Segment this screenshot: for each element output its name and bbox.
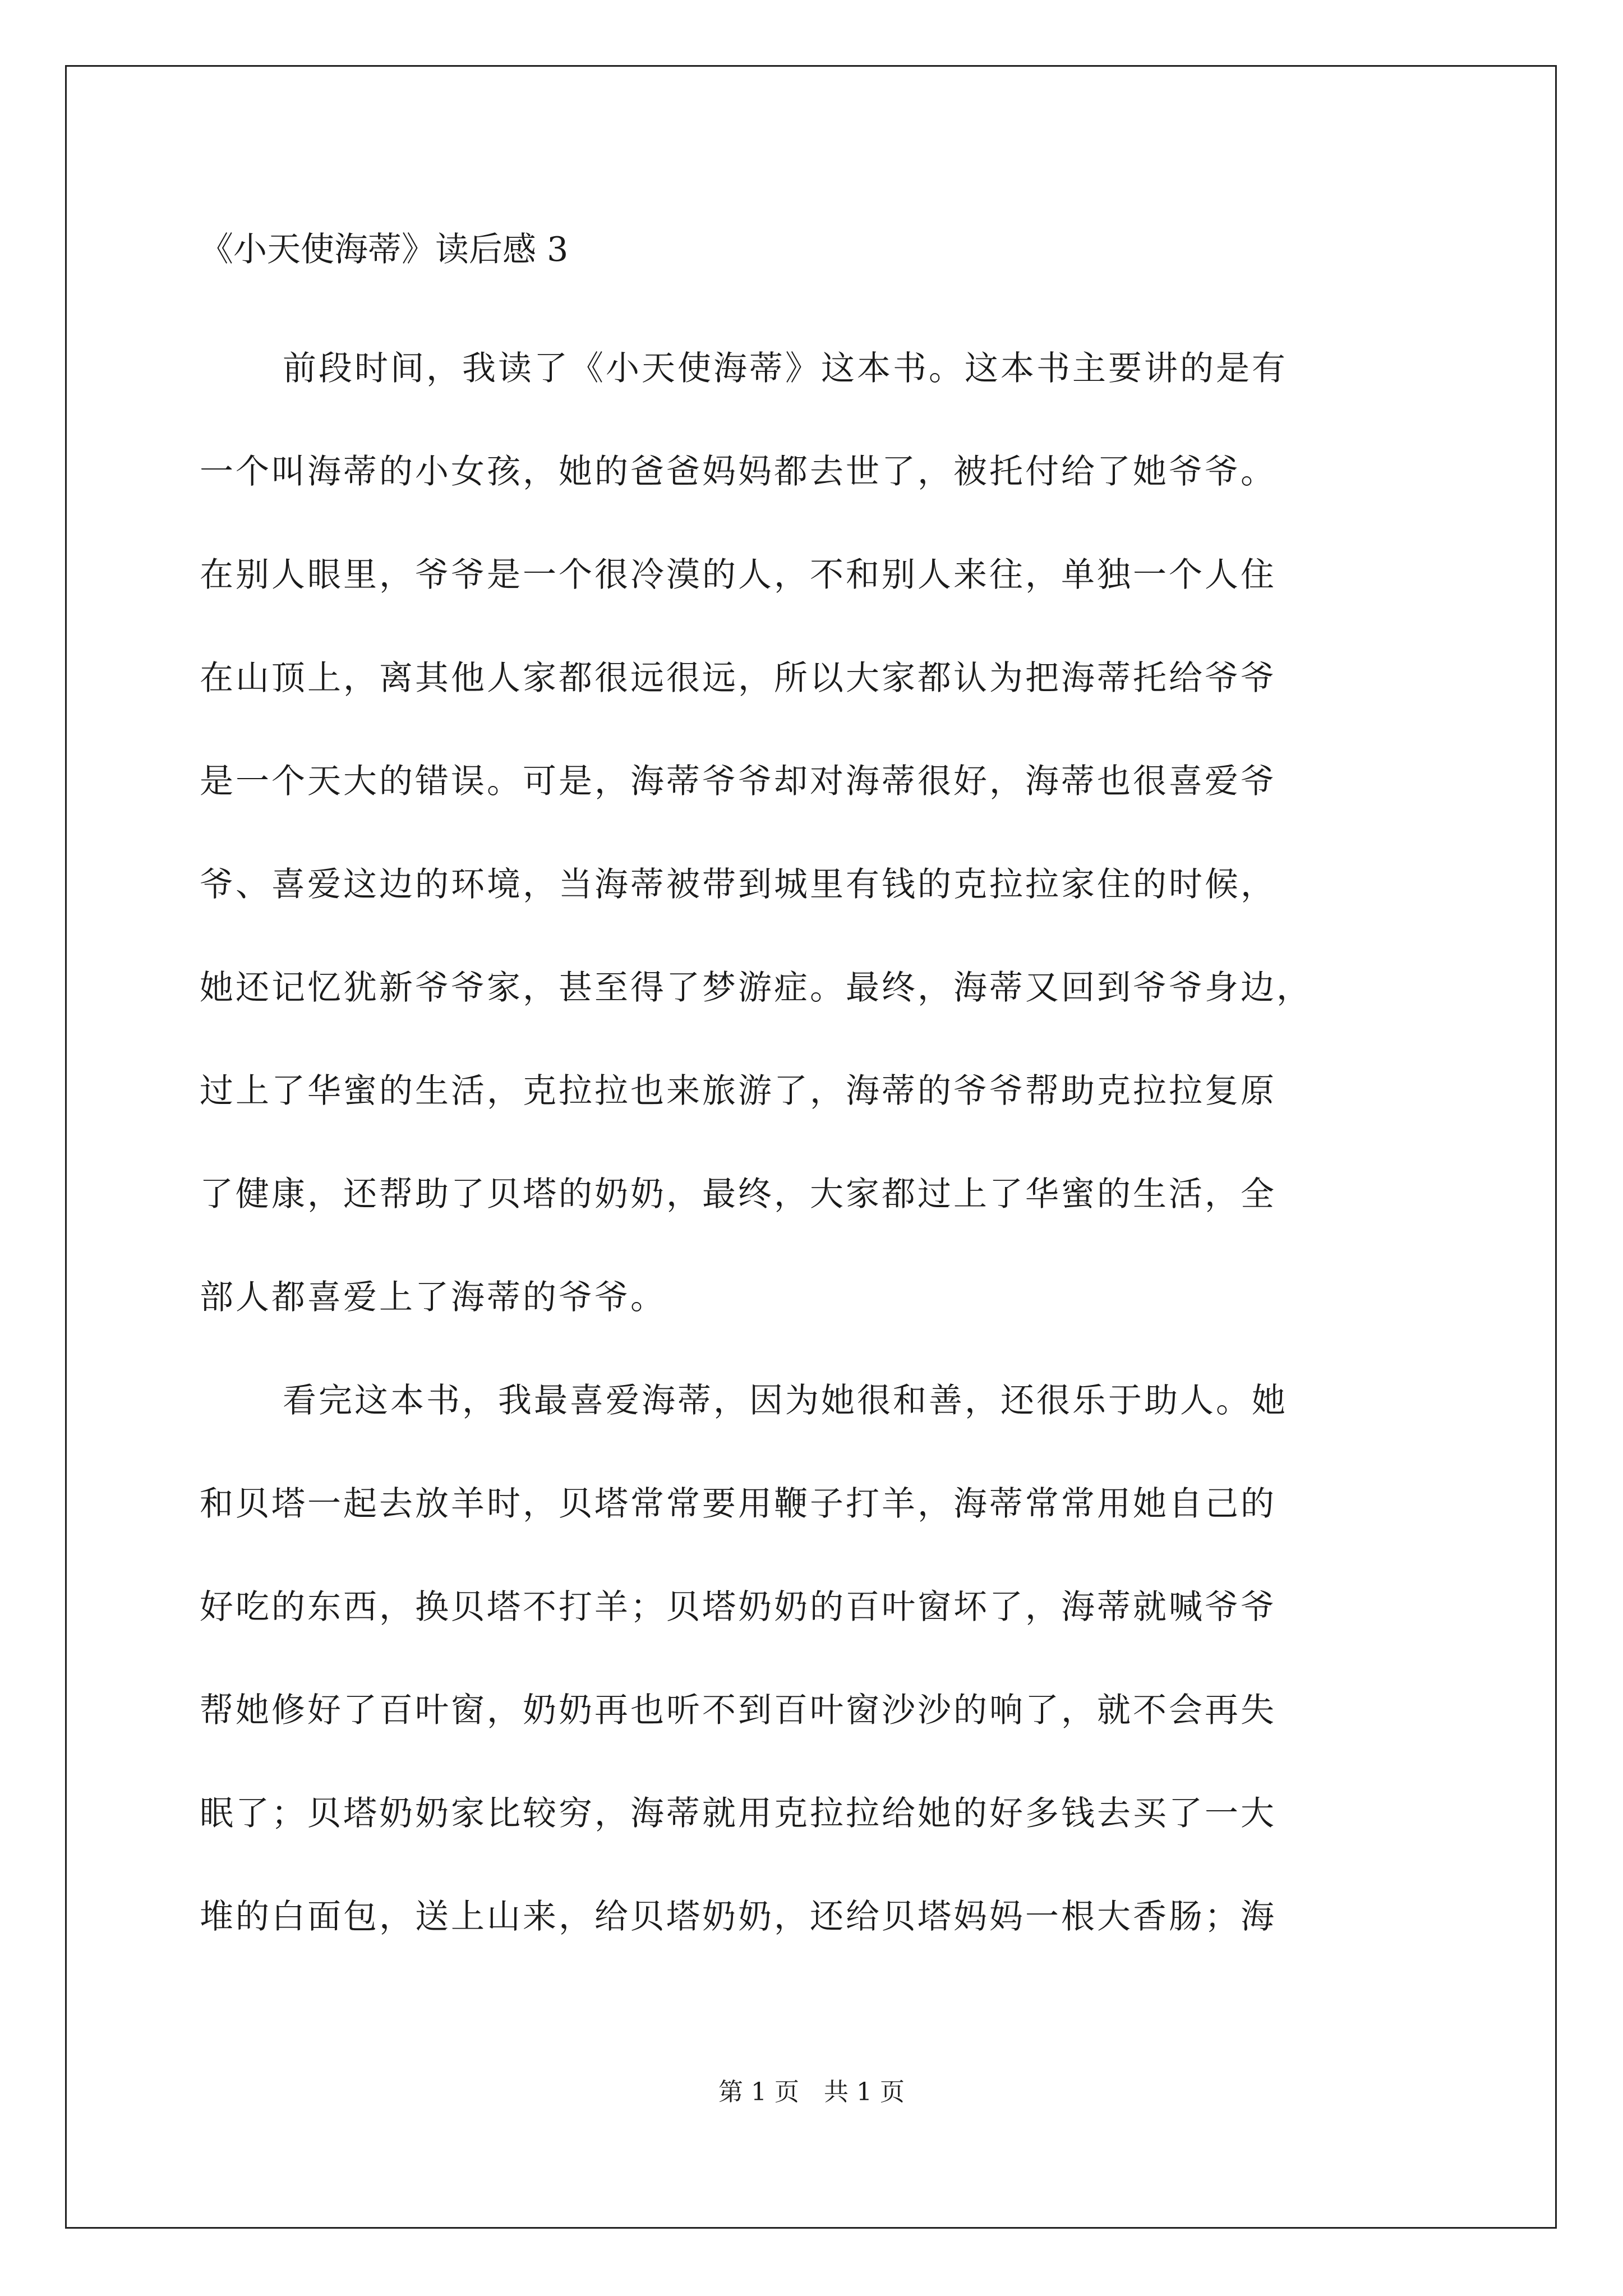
text-line: 堆的白面包，送上山来，给贝塔奶奶，还给贝塔妈妈一根大香肠；海 xyxy=(200,1897,1276,1936)
text-line: 看完这本书，我最喜爱海蒂，因为她很和善，还很乐于助人。她 xyxy=(283,1381,1288,1420)
text-line: 在别人眼里，爷爷是一个很冷漠的人，不和别人来往，单独一个人住 xyxy=(200,555,1276,595)
text-line: 眠了；贝塔奶奶家比较穷，海蒂就用克拉拉给她的好多钱去买了一大 xyxy=(200,1794,1276,1833)
text-line: 爷、喜爱这边的环境，当海蒂被带到城里有钱的克拉拉家住的时候， xyxy=(200,865,1276,904)
text-line: 在山顶上，离其他人家都很远很远，所以大家都认为把海蒂托给爷爷 xyxy=(200,659,1276,698)
text-line: 过上了华蜜的生活，克拉拉也来旅游了，海蒂的爷爷帮助克拉拉复原 xyxy=(200,1071,1276,1111)
text-line: 部人都喜爱上了海蒂的爷爷。 xyxy=(200,1278,666,1317)
document-title: 《小天使海蒂》读后感 3 xyxy=(200,230,569,269)
document-body xyxy=(200,216,1433,1968)
page-footer: 第 1 页 共 1 页 xyxy=(718,2078,905,2106)
text-line: 一个叫海蒂的小女孩，她的爸爸妈妈都去世了，被托付给了她爷爷。 xyxy=(200,452,1276,491)
text-line: 了健康，还帮助了贝塔的奶奶，最终，大家都过上了华蜜的生活，全 xyxy=(200,1175,1276,1214)
text-line: 好吃的东西，换贝塔不打羊；贝塔奶奶的百叶窗坏了，海蒂就喊爷爷 xyxy=(200,1588,1276,1627)
paragraph-1 xyxy=(200,317,1433,1349)
text-line: 是一个天大的错误。可是，海蒂爷爷却对海蒂很好，海蒂也很喜爱爷 xyxy=(200,762,1276,801)
text-line: 帮她修好了百叶窗，奶奶再也听不到百叶窗沙沙的响了，就不会再失 xyxy=(200,1691,1276,1730)
text-line: 和贝塔一起去放羊时，贝塔常常要用鞭子打羊，海蒂常常用她自己的 xyxy=(200,1484,1276,1524)
text-line: 她还记忆犹新爷爷家，甚至得了梦游症。最终，海蒂又回到爷爷身边， xyxy=(200,968,1312,1007)
text-line: 前段时间，我读了《小天使海蒂》这本书。这本书主要讲的是有 xyxy=(283,349,1288,388)
paragraph-2 xyxy=(200,1349,1433,1968)
